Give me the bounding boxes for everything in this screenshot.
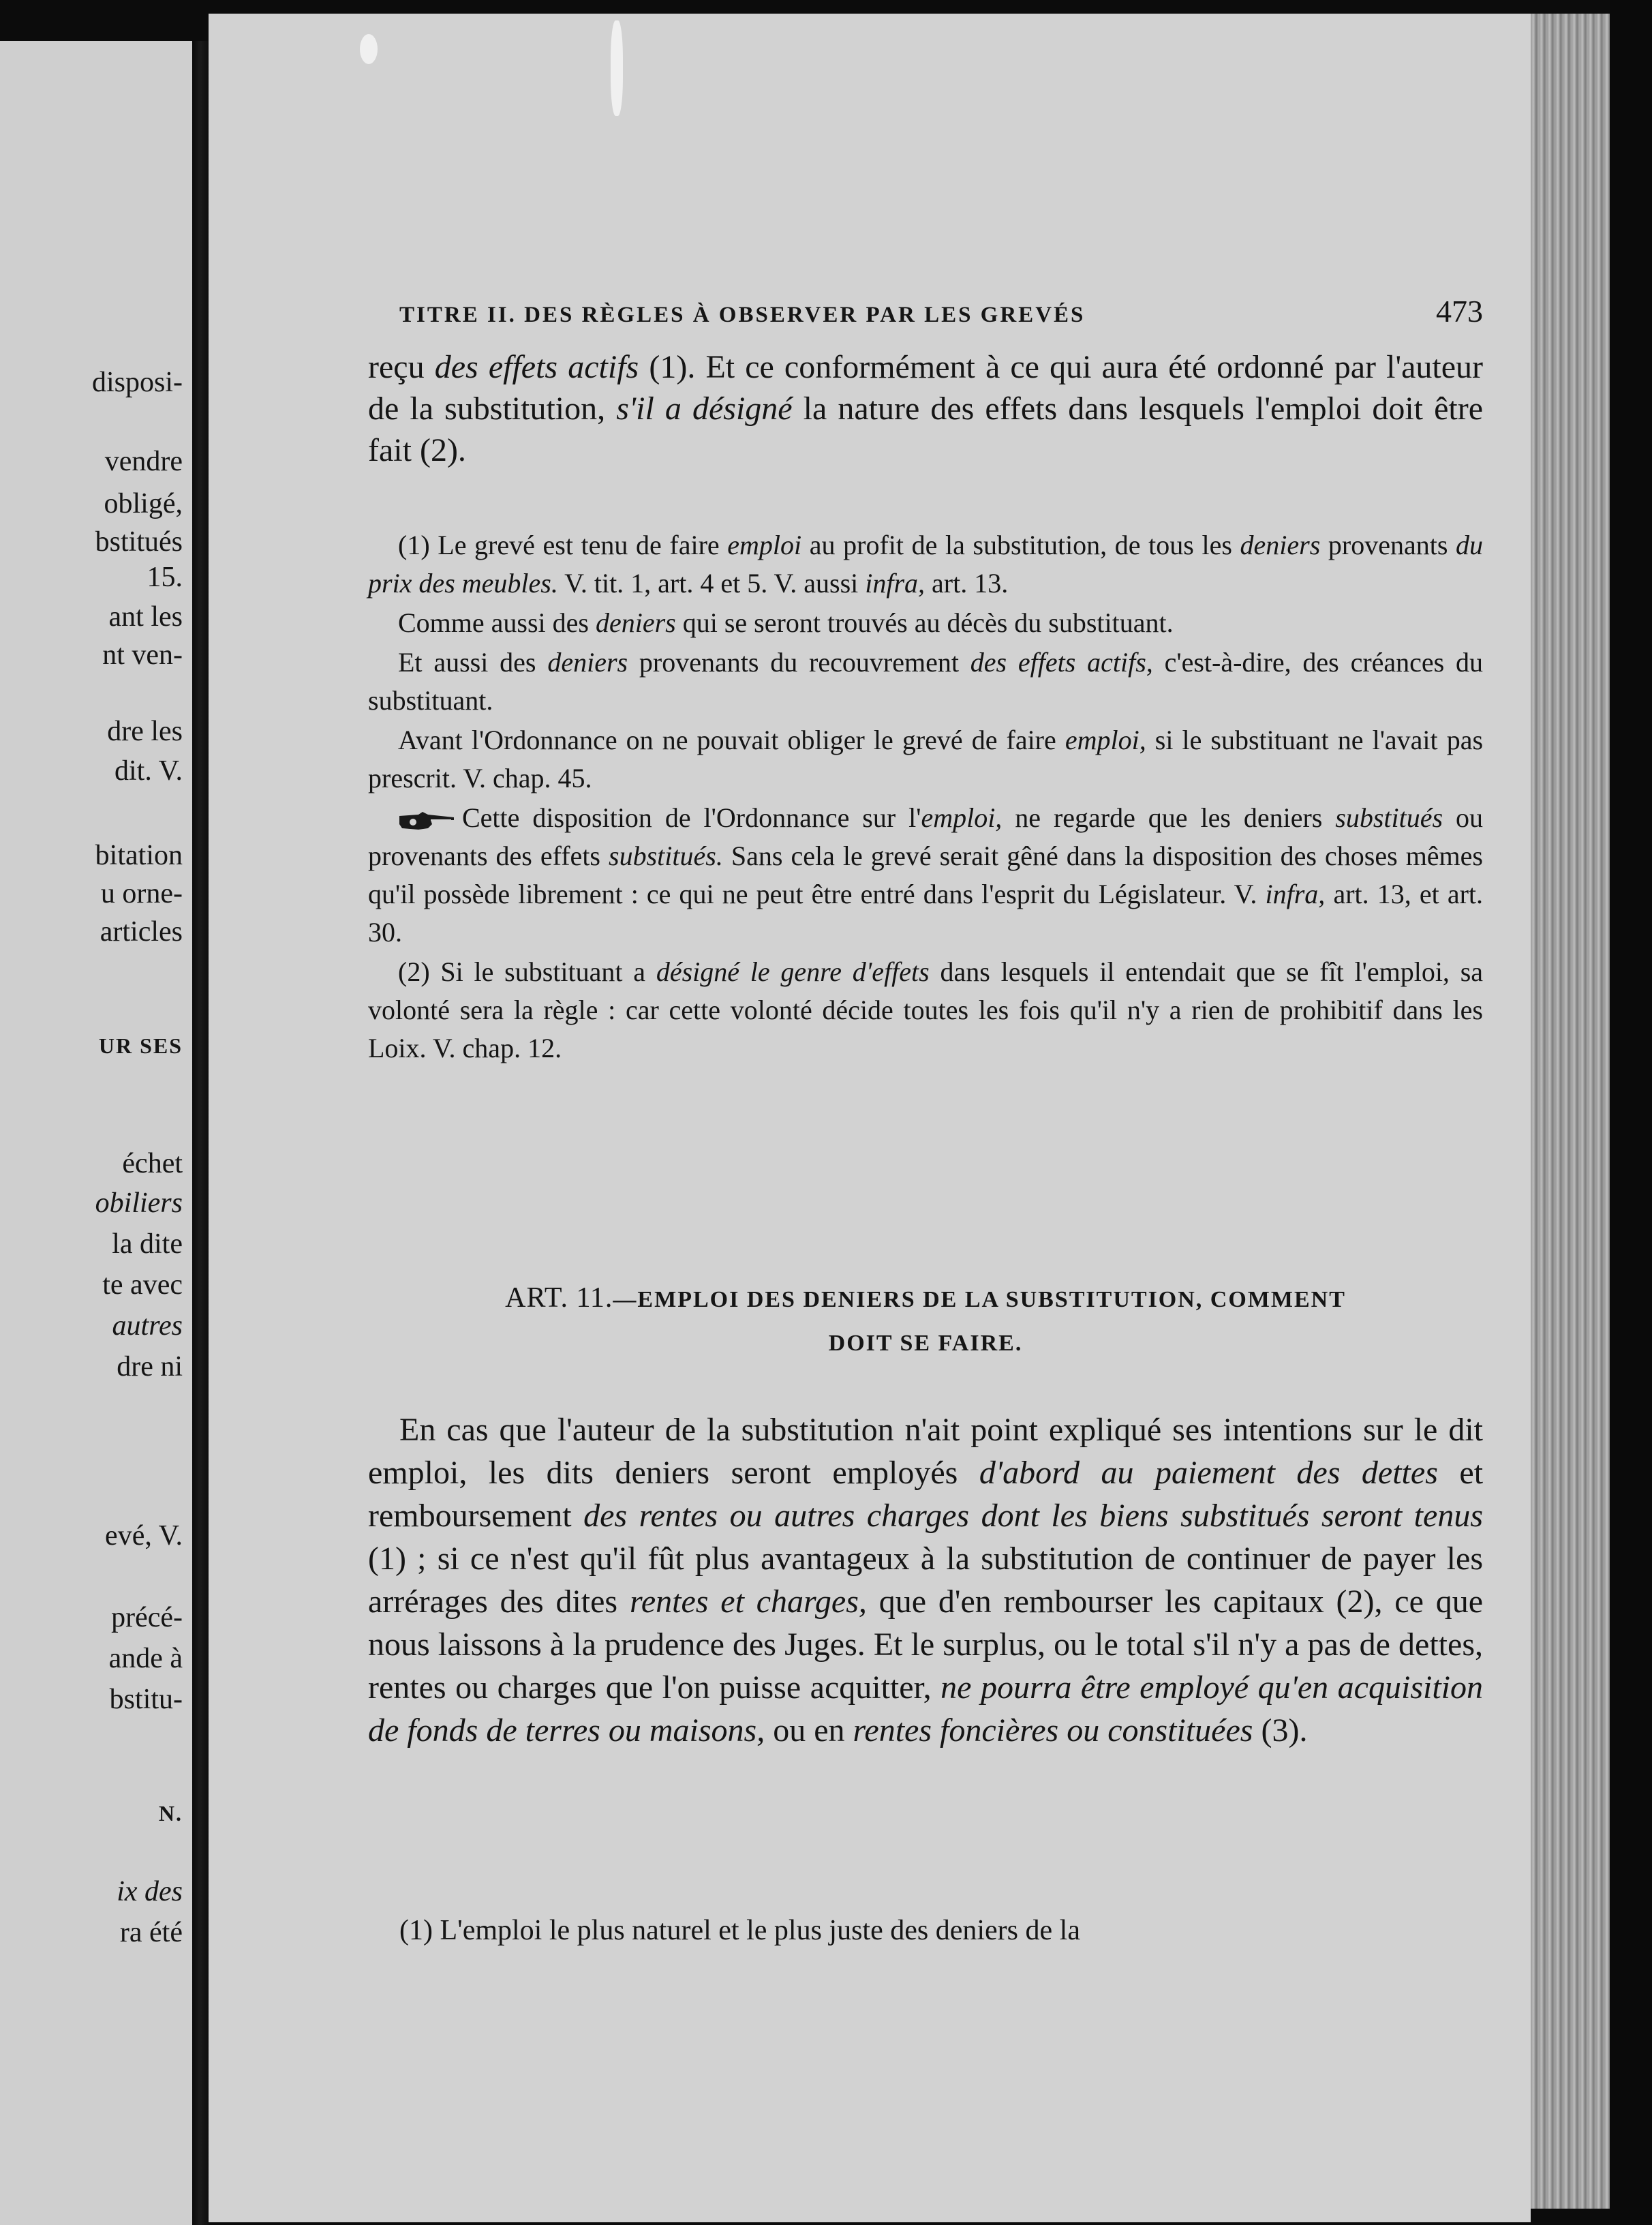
italic-run: des effets actifs (434, 349, 639, 385)
left-page-line: vendre (104, 446, 183, 477)
italic-run: rentes et charges, (629, 1584, 867, 1620)
text-run: provenants du recouvrement (639, 647, 959, 678)
left-page-line: 15. (147, 562, 183, 593)
left-page-line: evé, V. (105, 1520, 183, 1552)
text-run: ne regarde que les deniers (1015, 802, 1323, 833)
text-run: ou provenants des effets (368, 802, 1484, 871)
text-run: Avant l'Ordonnance on ne pouvait obliger le grevé de faire (398, 725, 1056, 755)
left-page-line: autres (112, 1310, 183, 1342)
left-page-line: articles (100, 916, 183, 948)
opening-paragraph (368, 346, 1483, 471)
text-run: (3). (1261, 1712, 1308, 1749)
pointing-hand-icon (398, 811, 455, 831)
page-edges (1531, 14, 1610, 2209)
text-run: (1). Et ce conformément à ce qui aura été ordonné par l'auteur de la substitution, (368, 349, 1484, 427)
italic-run: du prix des meubles. (368, 530, 1484, 599)
text-run: (2) Si le substituant a (398, 956, 646, 987)
text-run: provenants (1328, 530, 1448, 560)
text-run: En cas que l'auteur de la substitution n'ait point expliqué ses intentions sur le dit emploi, les dits deniers seront employés (368, 1412, 1483, 1491)
italic-run: des effets actifs, (970, 647, 1153, 678)
left-page-line: disposi- (91, 367, 183, 398)
text-run: dans lesquels il entendait que se fît l'emploi, sa volonté sera la règle : car cette volonté décide toutes les fois qu'il n'y a rien de prohibitif dans les Loix. V. chap. 12. (368, 956, 1484, 1063)
left-page-line: dre ni (117, 1351, 183, 1382)
text-run: Sans cela le grevé serait gêné dans la disposition des choses mêmes qu'il possède librement : ce qui ne peut être entré dans l'esprit du Législateur. V. (368, 841, 1483, 909)
text-run: et remboursement (368, 1455, 1484, 1534)
italic-run: emploi, (1065, 725, 1146, 755)
italic-run: substitués. (609, 841, 723, 871)
running-head (399, 293, 1483, 329)
article-heading (368, 1276, 1483, 1365)
left-page-line: ant les (108, 601, 183, 633)
footnote-1-continued-c (368, 721, 1483, 798)
text-run: art. 13. (932, 568, 1009, 599)
left-page-line: obiliers (95, 1187, 183, 1219)
italic-run: infra, (1265, 879, 1326, 909)
left-page-line: obligé, (104, 488, 183, 519)
left-page-line: nt ven- (102, 639, 183, 671)
left-page-line: ande à (108, 1643, 183, 1674)
left-page-line: bitation (95, 840, 183, 871)
italic-run: infra, (865, 568, 926, 599)
left-page-line: dit. V. (114, 755, 183, 787)
text-run: Cette disposition de l'Ordonnance sur l' (462, 802, 921, 833)
page-number: 473 (1436, 294, 1483, 329)
text-run: V. tit. 1, art. 4 et 5. V. aussi (564, 568, 859, 599)
italic-run: s'il a désigné (616, 391, 793, 427)
text-run: qui se seront trouvés au décès du substituant. (682, 607, 1174, 638)
footnotes-first (368, 526, 1483, 1068)
italic-run: substitués (1335, 802, 1443, 833)
left-page-line: bstitués (95, 526, 183, 558)
article-heading-line-1 (368, 1276, 1483, 1322)
left-page-line: ra été (119, 1917, 183, 1948)
italic-run: deniers (595, 607, 676, 638)
footnote-1-continued-a (368, 604, 1483, 642)
text-run: si le substituant ne l'avait pas prescrit. V. chap. 45. (368, 725, 1484, 793)
text-run: art. 13, et art. 30. (368, 879, 1484, 948)
italic-run: deniers (547, 647, 628, 678)
article-body (368, 1408, 1483, 1752)
right-page (209, 14, 1531, 2222)
italic-run: deniers (1240, 530, 1321, 560)
italic-run: des rentes ou autres charges dont les biens substitués seront tenus (583, 1498, 1484, 1534)
article-title: —EMPLOI DES DENIERS DE LA SUBSTITUTION, COMMENT (613, 1287, 1346, 1312)
text-run: au profit de la substitution, de tous les (809, 530, 1232, 560)
left-page-line: N. (158, 1801, 183, 1826)
italic-run: emploi, (921, 802, 1003, 833)
text-run: c'est-à-dire, des créances du substituant. (368, 647, 1484, 716)
edge-shadow (1610, 0, 1652, 2225)
italic-run: rentes foncières ou constituées (853, 1712, 1253, 1749)
italic-run: d'abord au paiement des dettes (979, 1455, 1438, 1491)
left-page-line: te avec (102, 1269, 183, 1301)
text-run: reçu (368, 349, 425, 385)
text-run: la nature des effets dans lesquels l'emploi doit être fait (2). (368, 391, 1484, 468)
left-page-line: u orne- (100, 878, 183, 909)
left-page-line: précé- (111, 1602, 183, 1633)
left-page (0, 41, 192, 2225)
book-gutter (192, 41, 209, 2225)
text-run: Et aussi des (398, 647, 536, 678)
text-run: ou en (773, 1712, 845, 1749)
paper-speck (360, 34, 378, 64)
left-page-line: échet (122, 1148, 183, 1179)
footnote-1 (368, 526, 1483, 603)
article-number: ART. 11. (505, 1282, 613, 1314)
text-run: (1) Le grevé est tenu de faire (398, 530, 720, 560)
left-page-line: dre les (107, 716, 183, 747)
paper-speck (611, 20, 623, 116)
final-footnote (368, 1911, 1483, 1950)
footnote-2 (368, 953, 1483, 1068)
italic-run: emploi (727, 530, 802, 560)
italic-run: ne pourra être employé qu'en acquisition de fonds de terres ou maisons, (368, 1669, 1484, 1749)
footnote-1-manicule-paragraph (368, 799, 1483, 952)
footnote-1-continued-b (368, 644, 1483, 720)
article-title-line-2: DOIT SE FAIRE. (828, 1331, 1023, 1356)
text-run: (1) L'emploi le plus naturel et le plus juste des deniers de la (399, 1915, 1080, 1946)
left-page-line: la dite (112, 1228, 183, 1260)
text-run: Comme aussi des (398, 607, 589, 638)
italic-run: désigné le genre d'effets (656, 956, 930, 987)
left-page-line: ix des (117, 1876, 183, 1907)
left-page-line: UR SES (98, 1033, 183, 1058)
running-head-title: TITRE II. DES RÈGLES À OBSERVER PAR LES GREVÉS (399, 303, 1086, 327)
text-run: que d'en rembourser les capitaux (2), ce que nous laissons à la prudence des Juges. Et le surplus, ou le total s'il n'y a pas de dettes, rentes ou charges que l'on puisse acquitter, (368, 1584, 1484, 1706)
text-run: (1) ; si ce n'est qu'il fût plus avantageux à la substitution de continuer de payer les arrérages des dites (368, 1541, 1483, 1620)
left-page-line: bstitu- (109, 1684, 183, 1715)
